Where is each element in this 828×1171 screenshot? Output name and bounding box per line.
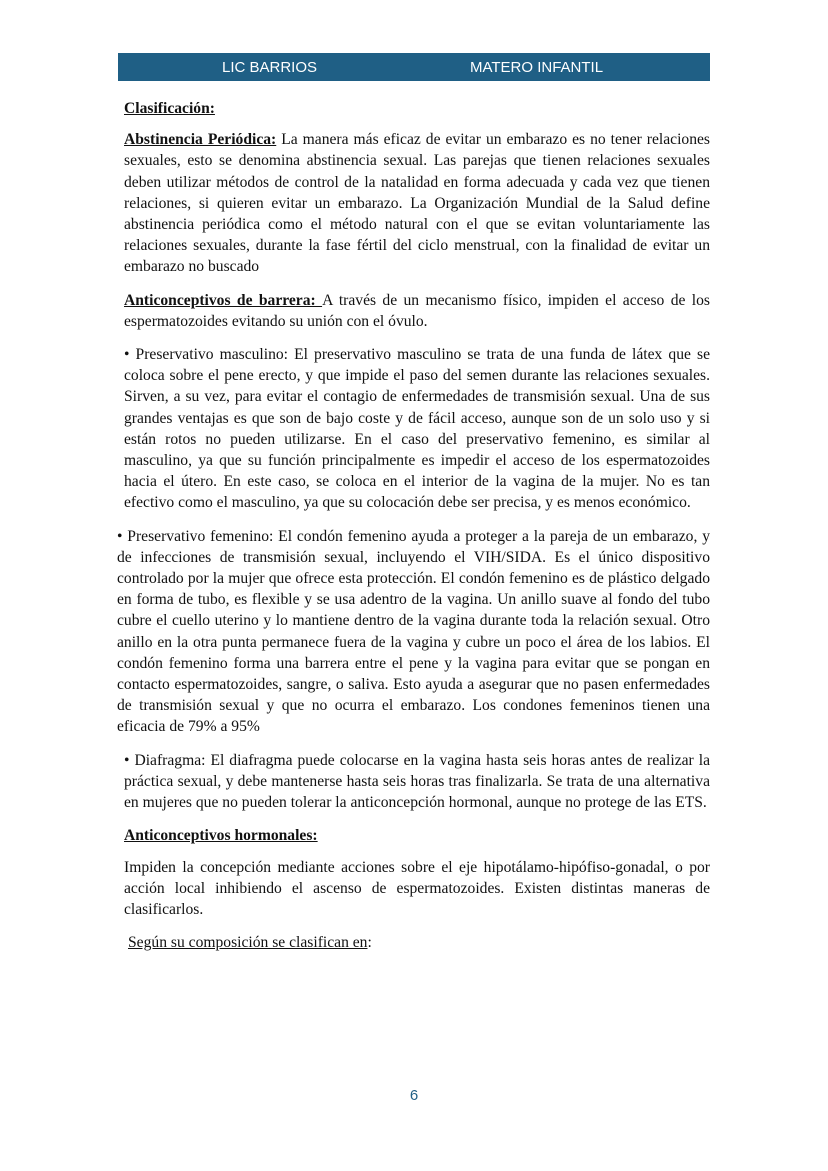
text-barrera: A través de un mecanismo físico, impiden el acceso de los espermatozoides evitando su unión con el óvulo. [124, 291, 710, 330]
paragraph-barrera [124, 290, 710, 332]
paragraph-abstinencia [124, 129, 710, 277]
paragraph-composicion [124, 932, 710, 953]
text-abstinencia: La manera más eficaz de evitar un embarazo es no tener relaciones sexuales, esto se denomina abstinencia sexual. Las parejas que tienen relaciones sexuales deben utilizar métodos de control de la natalidad en forma adecuada y cada vez que tienen relaciones, si quieren evitar un embarazo. La Organización Mundial de la Salud define abstinencia periódica como el método natural con el que se evitan voluntariamente las relaciones sexuales, durante la fase fértil del ciclo menstrual, con la finalidad de evitar un embarazo no buscado [124, 131, 711, 276]
section-title: Clasificación: [124, 100, 215, 117]
header-author: LIC BARRIOS [222, 59, 318, 76]
lead-barrera: Anticonceptivos de barrera: [124, 291, 323, 309]
document-body [117, 98, 711, 965]
header-subject: MATERO INFANTIL [470, 59, 604, 76]
subheading-composicion: Según su composición se clasifican en [128, 934, 368, 952]
section-hormonales-title: Anticonceptivos hormonales: [124, 827, 318, 845]
page-header [118, 53, 710, 81]
bullet-preservativo-masculino: • Preservativo masculino: El preservativo masculino se trata de una funda de látex que se coloca sobre el pene erecto, y que impide el paso del semen durante las relaciones sexuales. Sirven, a su vez, para evitar el contagio de enfermedades de transmisión sexual. Una de sus grandes ventajas es que son de bajo coste y de fácil acceso, aunque son de un solo uso y si están rotos no pueden utilizarse. En el caso del preservativo femenino, es similar al masculino, ya que su función principalmente es impedir el acceso de los espermatozoides hacia el útero. En este caso, se coloca en el interior de la vagina de la mujer. No es tan efectivo como el masculino, ya que su colocación debe ser precisa, y es menos económico. [124, 346, 710, 512]
subheading-colon: : [367, 934, 372, 952]
paragraph-hormonales: Impiden la concepción mediante acciones sobre el eje hipotálamo-hipófiso-gonadal, o por acción local inhibiendo el ascenso de espermatozoides. Existen distintas maneras de clasificarlos. [124, 858, 710, 918]
lead-abstinencia: Abstinencia Periódica: [124, 131, 277, 149]
page-number: 6 [409, 1087, 419, 1104]
bullet-diafragma: • Diafragma: El diafragma puede colocarse en la vagina hasta seis horas antes de realizar la práctica sexual, y debe mantenerse hasta seis horas tras finalizarla. Se trata de una alternativa en mujeres que no pueden tolerar la anticoncepción hormonal, aunque no protege de las ETS. [124, 751, 710, 812]
bullet-preservativo-femenino: • Preservativo femenino: El condón femenino ayuda a proteger a la pareja de un embarazo, y de infecciones de transmisión sexual, incluyendo el VIH/SIDA. Es el único dispositivo controlado por la mujer que ofrece esta protección. El condón femenino es de plástico delgado en forma de tubo, es flexible y se usa adentro de la vagina. Un anillo suave al fondo del tubo cubre el cuello uterino y lo mantiene dentro de la vagina durante toda la relación sexual. Otro anillo en la otra punta permanece fuera de la vagina y cubre un poco el área de los labios. El condón femenino forma una barrera entre el pene y la vagina para evitar que se pongan en contacto espermatozoides, sangre, o saliva. Esto ayuda a asegurar que no pasen enfermedades de transmisión sexual y que no ocurra el embarazo. Los condones femeninos tienen una eficacia de 79% a 95% [117, 527, 710, 736]
